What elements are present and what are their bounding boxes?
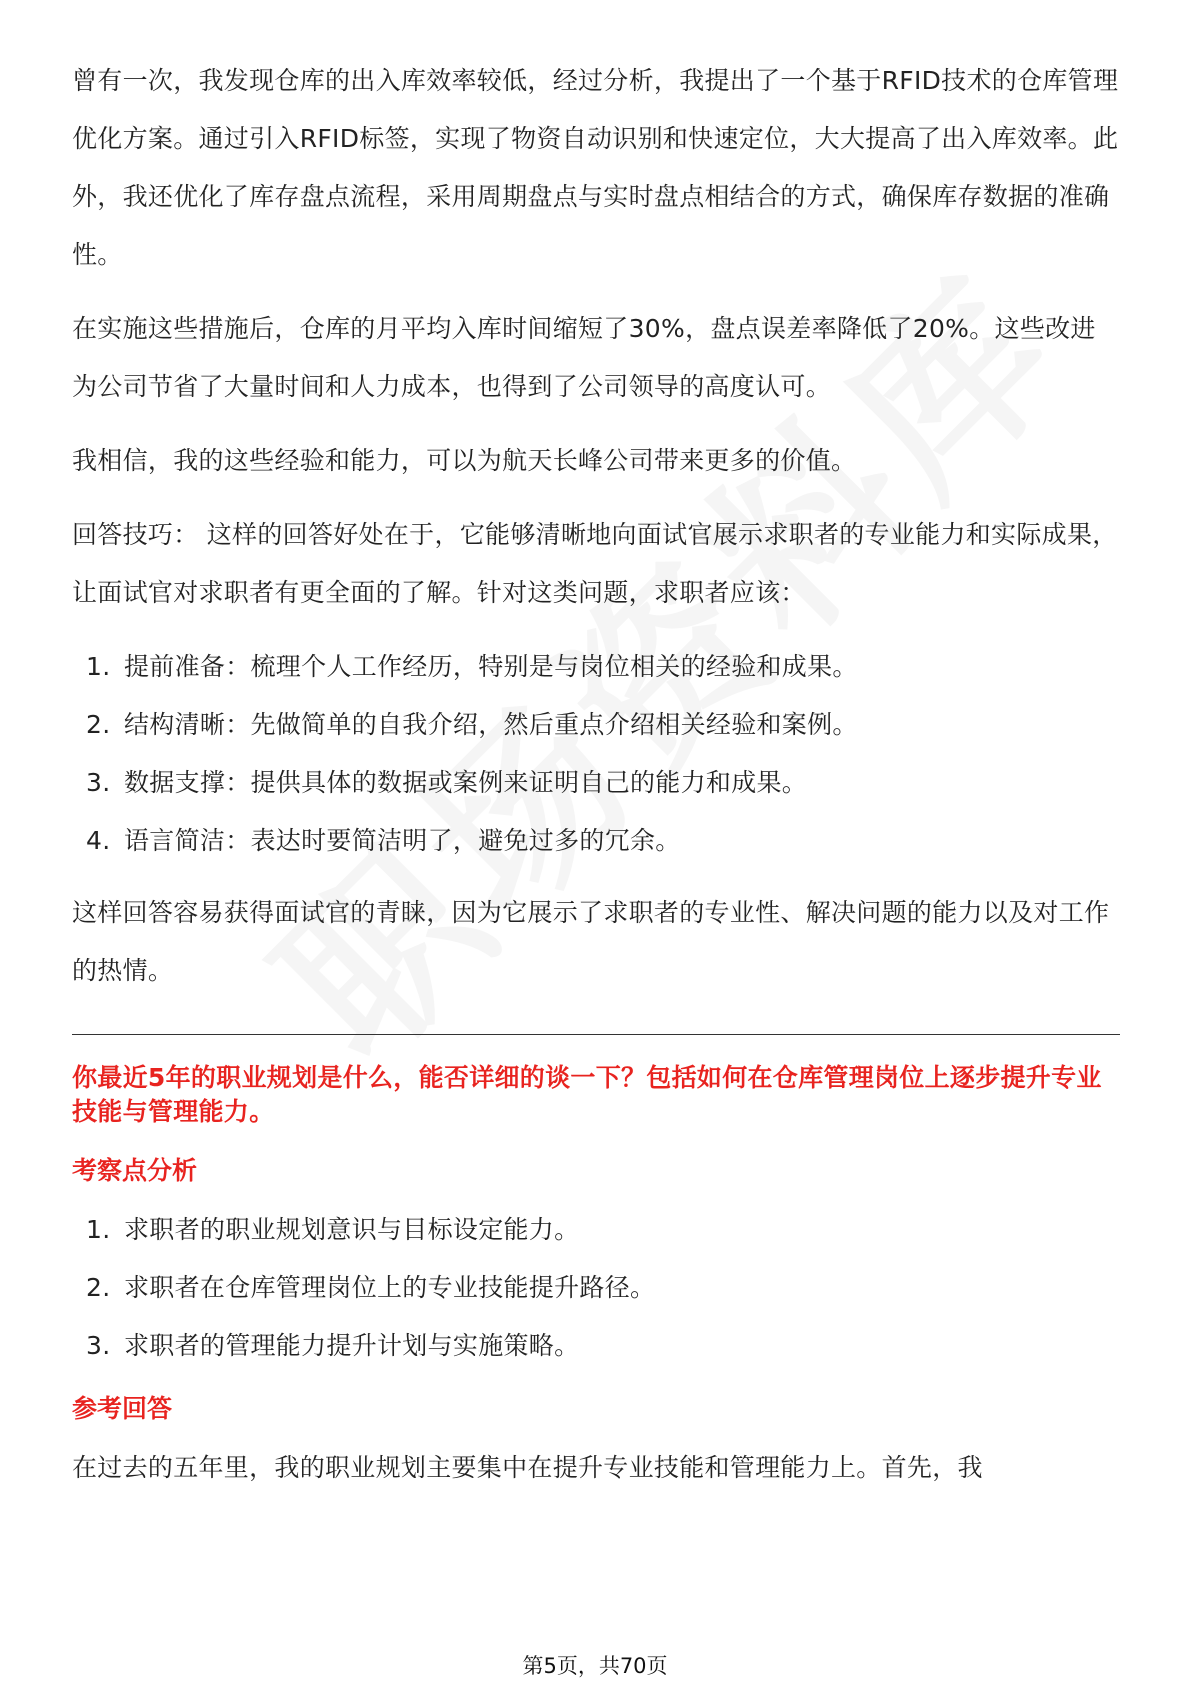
analysis-heading: 考察点分析	[72, 1156, 198, 1185]
answer-heading: 参考回答	[72, 1394, 173, 1423]
list-item	[72, 754, 1120, 812]
list-text: 求职者的管理能力提升计划与实施策略。	[124, 1331, 580, 1360]
list-text: 求职者在仓库管理岗位上的专业技能提升路径。	[124, 1273, 656, 1302]
list-item	[72, 1259, 1120, 1317]
list-text: 结构清晰：先做简单的自我介绍，然后重点介绍相关经验和案例。	[124, 710, 858, 739]
list-item	[72, 812, 1120, 870]
paragraph-reference-answer: 在过去的五年里，我的职业规划主要集中在提升专业技能和管理能力上。首先，我	[72, 1453, 983, 1482]
paragraph-value: 我相信，我的这些经验和能力，可以为航天长峰公司带来更多的价值。	[72, 446, 857, 475]
analysis-list	[72, 1201, 1120, 1375]
list-item	[72, 1317, 1120, 1375]
page-content	[72, 52, 1120, 1513]
list-text: 语言简洁：表达时要简洁明了，避免过多的冗余。	[124, 826, 681, 855]
page-footer: 第5页，共70页	[522, 1654, 668, 1678]
tips-list	[72, 638, 1120, 870]
list-number: 1.	[86, 652, 111, 681]
list-number: 2.	[86, 1273, 111, 1302]
paragraph-rfid-case: 曾有一次，我发现仓库的出入库效率较低，经过分析，我提出了一个基于RFID技术的仓库管理优化方案。通过引入RFID标签，实现了物资自动识别和快速定位，大大提高了出入库效率。此外，我还优化了库存盘点流程，采用周期盘点与实时盘点相结合的方式，确保库存数据的准确性。	[72, 66, 1119, 269]
list-number: 3.	[86, 768, 111, 797]
list-number: 1.	[86, 1215, 111, 1244]
list-item	[72, 1201, 1120, 1259]
list-number: 3.	[86, 1331, 111, 1360]
list-number: 2.	[86, 710, 111, 739]
interview-question: 你最近5年的职业规划是什么，能否详细的谈一下？包括如何在仓库管理岗位上逐步提升专业技能与管理能力。	[72, 1063, 1102, 1126]
list-text: 求职者的职业规划意识与目标设定能力。	[124, 1215, 580, 1244]
list-text: 提前准备：梳理个人工作经历，特别是与岗位相关的经验和成果。	[124, 652, 858, 681]
list-item	[72, 696, 1120, 754]
list-item	[72, 638, 1120, 696]
list-number: 4.	[86, 826, 111, 855]
list-text: 数据支撑：提供具体的数据或案例来证明自己的能力和成果。	[124, 768, 808, 797]
paragraph-answer-tips: 回答技巧： 这样的回答好处在于，它能够清晰地向面试官展示求职者的专业能力和实际成果，让面试官对求职者有更全面的了解。针对这类问题，求职者应该：	[72, 520, 1118, 607]
paragraph-summary: 这样回答容易获得面试官的青睐，因为它展示了求职者的专业性、解决问题的能力以及对工作的热情。	[72, 898, 1110, 985]
section-divider	[72, 1034, 1120, 1035]
paragraph-results: 在实施这些措施后，仓库的月平均入库时间缩短了30%，盘点误差率降低了20%。这些改进为公司节省了大量时间和人力成本，也得到了公司领导的高度认可。	[72, 314, 1096, 401]
